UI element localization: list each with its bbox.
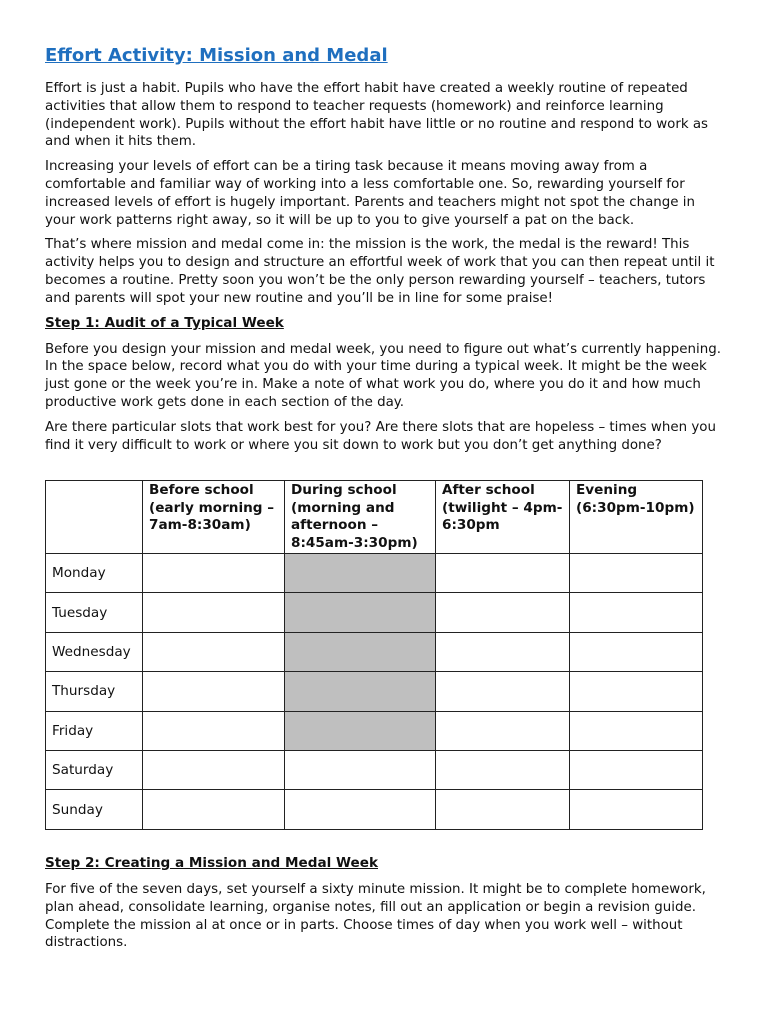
day-label: Sunday [46, 790, 143, 829]
day-label: Wednesday [46, 632, 143, 671]
table-row [46, 632, 703, 671]
cell-before-school[interactable] [143, 554, 285, 593]
table-row [46, 672, 703, 711]
intro-paragraph-2: Increasing your levels of effort can be a tiring task because it means moving away from a comfortable and familiar way of working into a less comfortable one. So, rewarding yourself for increased levels of effort is hugely important. Parents and teachers might not spot the change in your work patterns right away, so it will be up to you to give yourself a pat on the back. [45, 159, 696, 228]
cell-evening[interactable] [570, 672, 703, 711]
cell-during-school-shaded [285, 711, 436, 750]
cell-during-school-shaded [285, 593, 436, 632]
header-blank [46, 481, 143, 554]
cell-during-school-shaded [285, 672, 436, 711]
cell-after-school[interactable] [436, 632, 570, 671]
week-audit-table [45, 480, 703, 830]
header-before-school: Before school (early morning – 7am-8:30am) [143, 481, 285, 554]
cell-evening[interactable] [570, 632, 703, 671]
cell-after-school[interactable] [436, 711, 570, 750]
cell-after-school[interactable] [436, 593, 570, 632]
step2-heading: Step 2: Creating a Mission and Medal Week [45, 855, 379, 871]
cell-after-school[interactable] [436, 750, 570, 789]
step1-paragraph-2: Are there particular slots that work best for you? Are there slots that are hopeless – times when you find it very difficult to work or where you sit down to work but you don’t get anything done? [45, 419, 716, 453]
header-after-school: After school (twilight – 4pm-6:30pm [436, 481, 570, 554]
header-evening: Evening (6:30pm-10pm) [570, 481, 703, 554]
table-row [46, 593, 703, 632]
cell-after-school[interactable] [436, 554, 570, 593]
cell-during-school-shaded [285, 554, 436, 593]
cell-evening[interactable] [570, 790, 703, 829]
cell-before-school[interactable] [143, 593, 285, 632]
cell-during-school[interactable] [285, 750, 436, 789]
intro-paragraph-3: That’s where mission and medal come in: the mission is the work, the medal is the reward! This activity helps you to design and structure an effortful week of work that you can then repeat until it becomes a routine. Pretty soon you won’t be the only person rewarding yourself – teachers, tutors and parents will spot your new routine and you’ll be in line for some praise! [45, 237, 715, 306]
cell-before-school[interactable] [143, 750, 285, 789]
step1-paragraph-1: Before you design your mission and medal week, you need to figure out what’s currently happening. In the space below, record what you do with your time during a typical week. It might be the week just gone or the week you’re in. Make a note of what work you do, where you do it and how much productive work gets done in each section of the day. [45, 341, 721, 410]
table-row [46, 711, 703, 750]
day-label: Monday [46, 554, 143, 593]
cell-before-school[interactable] [143, 790, 285, 829]
cell-evening[interactable] [570, 554, 703, 593]
table-row [46, 790, 703, 829]
day-label: Saturday [46, 750, 143, 789]
cell-after-school[interactable] [436, 790, 570, 829]
cell-during-school[interactable] [285, 790, 436, 829]
cell-evening[interactable] [570, 593, 703, 632]
document-page [45, 44, 725, 461]
cell-evening[interactable] [570, 750, 703, 789]
day-label: Thursday [46, 672, 143, 711]
table-row [46, 554, 703, 593]
header-during-school: During school (morning and afternoon – 8:45am-3:30pm) [285, 481, 436, 554]
table-header-row [46, 481, 703, 554]
step2-paragraph: For five of the seven days, set yourself a sixty minute mission. It might be to complete homework, plan ahead, consolidate learning, organise notes, fill out an application or begin a revision guide. Complete the mission al at once or in parts. Choose times of day when you work well – without distractions. [45, 882, 706, 951]
step2-section [45, 855, 725, 959]
cell-during-school-shaded [285, 632, 436, 671]
table-row [46, 750, 703, 789]
cell-before-school[interactable] [143, 672, 285, 711]
day-label: Friday [46, 711, 143, 750]
cell-before-school[interactable] [143, 711, 285, 750]
cell-before-school[interactable] [143, 632, 285, 671]
intro-paragraph-1: Effort is just a habit. Pupils who have the effort habit have created a weekly routine of repeated activities that allow them to respond to teacher requests (homework) and reinforce learning (independent work). Pupils without the effort habit have little or no routine and respond to work as and when it hits them. [45, 81, 709, 150]
day-label: Tuesday [46, 593, 143, 632]
step1-heading: Step 1: Audit of a Typical Week [45, 314, 284, 331]
page-title: Effort Activity: Mission and Medal [45, 45, 388, 66]
cell-after-school[interactable] [436, 672, 570, 711]
cell-evening[interactable] [570, 711, 703, 750]
